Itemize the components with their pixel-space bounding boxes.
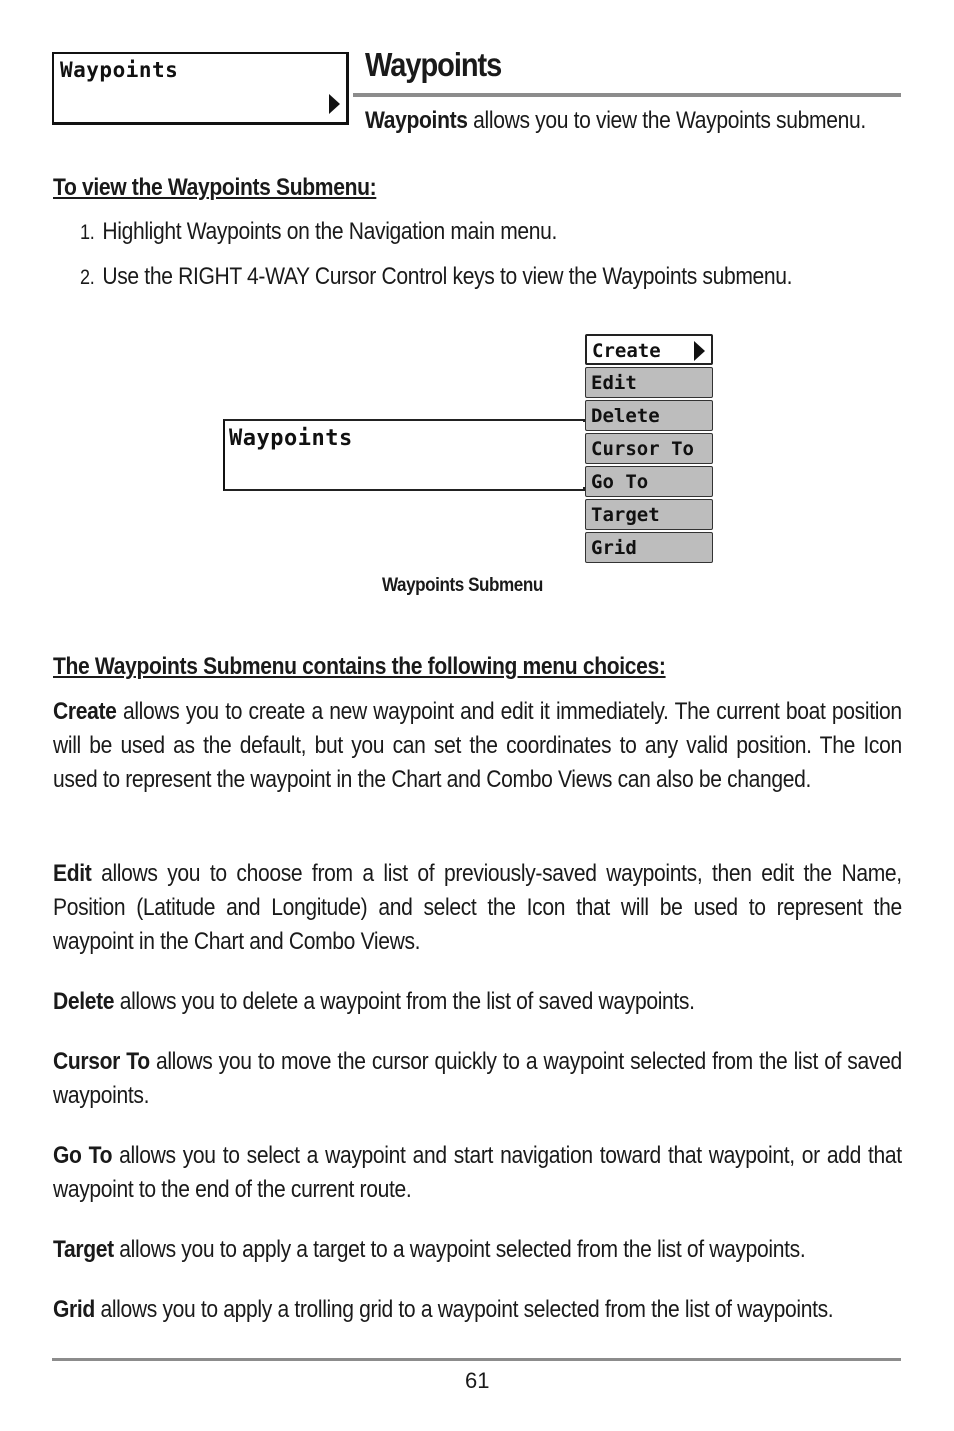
menu-box-label: Waypoints — [60, 58, 179, 82]
choice-term: Cursor To — [53, 1048, 150, 1075]
choice-desc: allows you to create a new waypoint and edit it immediately. The current boat position will be used as the default, but you can set the coordinates to any valid position. The Icon used to represent the waypoint in the Chart and Combo Views can also be changed. — [53, 698, 902, 793]
intro-term: Waypoints — [365, 107, 468, 134]
choice-term: Edit — [53, 860, 92, 887]
submenu-item-label: Edit — [591, 372, 637, 394]
submenu-item-label: Create — [592, 340, 661, 362]
step-text: Highlight Waypoints on the Navigation main menu. — [102, 218, 558, 245]
steps-heading: To view the Waypoints Submenu: — [53, 174, 377, 201]
choices-heading: The Waypoints Submenu contains the following menu choices: — [53, 653, 666, 680]
choice-desc: allows you to delete a waypoint from the list of saved waypoints. — [114, 988, 695, 1015]
choice-term: Grid — [53, 1296, 95, 1323]
choice-desc: allows you to move the cursor quickly to a waypoint selected from the list of saved waypoints. — [53, 1048, 902, 1109]
choice-term: Create — [53, 698, 117, 725]
submenu-item-label: Target — [591, 504, 660, 526]
page-number: 61 — [465, 1368, 490, 1393]
submenu-item-label: Grid — [591, 537, 637, 559]
choice-term: Delete — [53, 988, 115, 1015]
choice-desc: allows you to select a waypoint and start navigation toward that waypoint, or add that waypoint to the end of the current route. — [53, 1142, 902, 1203]
page-title: Waypoints — [365, 46, 502, 83]
submenu-item-label: Delete — [591, 405, 660, 427]
step-text: Use the RIGHT 4-WAY Cursor Control keys to view the Waypoints submenu. — [102, 263, 793, 290]
submenu-item-label: Cursor To — [591, 438, 694, 460]
step-number: 2. — [80, 266, 95, 289]
choice-term: Target — [53, 1236, 114, 1263]
choice-desc: allows you to apply a trolling grid to a waypoint selected from the list of waypoints. — [94, 1296, 834, 1323]
choice-desc: allows you to choose from a list of previously-saved waypoints, then edit the Name, Position (Latitude and Longitude) and select the Icon that will be used to represent the waypoint in the Chart and Combo Views. — [53, 860, 902, 955]
choice-desc: allows you to apply a target to a waypoint selected from the list of waypoints. — [113, 1236, 806, 1263]
intro-text: allows you to view the Waypoints submenu. — [467, 107, 866, 134]
choice-term: Go To — [53, 1142, 113, 1169]
step-number: 1. — [80, 221, 95, 244]
submenu-item-label: Go To — [591, 471, 649, 493]
figure-menu-label: Waypoints — [229, 426, 353, 451]
figure-caption: Waypoints Submenu — [382, 575, 543, 596]
